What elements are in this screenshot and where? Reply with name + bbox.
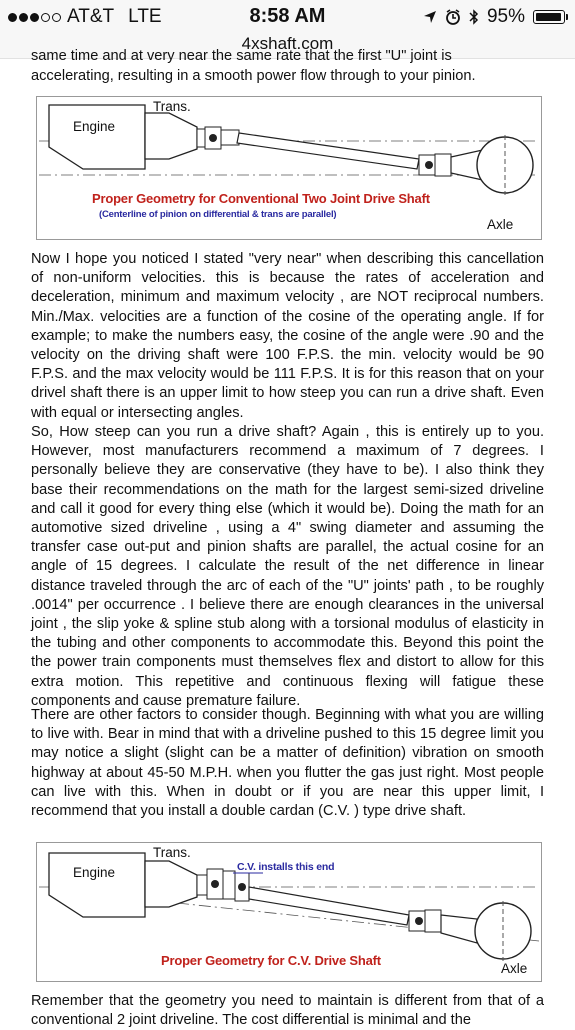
article-line: accelerating, resulting in a smooth power flow through to your pinion. — [31, 68, 476, 84]
paragraph-4: Remember that the geometry you need to maintain is different from that of a conventional 2 joint driveline. The cost differential is minimal and the — [31, 993, 544, 1029]
diagram-subcaption: (Centerline of pinion on differential & trans are parallel) — [99, 209, 337, 220]
bluetooth-icon — [469, 9, 479, 25]
trans-label: Trans. — [153, 99, 191, 114]
diagram-caption: Proper Geometry for C.V. Drive Shaft — [161, 953, 381, 968]
diagram-cv-driveshaft — [36, 842, 542, 982]
axle-label: Axle — [487, 217, 514, 232]
diagram-caption: Proper Geometry for Conventional Two Joint Drive Shaft — [92, 191, 430, 206]
diagram-two-joint-driveshaft — [36, 96, 542, 240]
paragraph-1: Now I hope you noticed I stated "very near" when describing this cancellation of non-uniform velocities. this is because the rates of acceleration and deceleration, minimum and maximum velocity , are NOT reciprocal numbers. Min./Max. velocities are a function of the cosine of the operating angle. If for example; to make the numbers easy, the cosine of the angle were .90 and the velocity on the driving shaft were 100 F.P.S. the min. velocity would be 90 F.P.S. and the max velocity would be 111 F.P.S. It is for this reason that on your drivel shaft there is an upper limit to how steep you can run a drive shaft. Even with equal or intersecting angles. — [31, 251, 544, 421]
article-content — [0, 47, 575, 1029]
battery-percentage: 95% — [486, 6, 525, 27]
paragraph-3: There are other factors to consider though. Beginning with what you are willing to live with. Bear in mind that with a driveline pushed to this 15 degree limit you may notice a slight (slight can be a matter of definition) vibration on smooth highway at about 45-50 M.P.H. when you flutter the gas just right. Most people can live with this. When in doubt or if you are near this upper limit, I recommend that you install a double cardan (C.V. ) type drive shaft. — [31, 707, 544, 820]
engine-label: Engine — [73, 865, 116, 880]
carrier-name: AT&T — [67, 6, 115, 27]
battery-icon — [533, 10, 565, 24]
network-type: LTE — [128, 6, 162, 27]
url-text[interactable]: 4xshaft.com — [241, 34, 334, 53]
trans-label: Trans. — [153, 845, 191, 860]
clock: 8:58 AM — [249, 5, 326, 27]
paragraph-2: So, How steep can you run a drive shaft? Again , this is entirely up to you. However, most manufacturers recommend a maximum of 7 degrees. I personally believe they are conservative (they have to be). I also think they base their recommendations on the math for the largest semi-sized driveline and call it good for every thing else (which it would be). Doing the math for an automotive sized driveline , using a 4" swing diameter and assuming the transfer case out-put and pinion shafts are parallel, the actual cosine for an angle of 15 degrees. I calculate the result of the net difference in linear distance traveled through the arc of each of the "U" joints' path , to be roughly .0014" per occurrence . I believe there are enough clearances in the universal joint , the slip yoke & spline stub along with a torsional modulus of elasticity in the tubing and other components to accommodate this. Beyond this point the the power train components must themselves flex and distort to allow for this extra motion. This repetitive and continuous flexing will fatigue these components and cause premature failure. — [31, 424, 544, 709]
engine-label: Engine — [73, 119, 116, 134]
cv-annotation: C.V. installs this end — [237, 861, 335, 873]
status-bar — [0, 0, 575, 34]
axle-label: Axle — [501, 961, 528, 976]
partially-hidden-line: same time and at very near the same rate that the first "U" joint is — [31, 47, 452, 64]
alarm-clock-icon — [445, 9, 461, 25]
location-arrow-icon — [423, 10, 437, 24]
status-icons — [423, 6, 565, 28]
